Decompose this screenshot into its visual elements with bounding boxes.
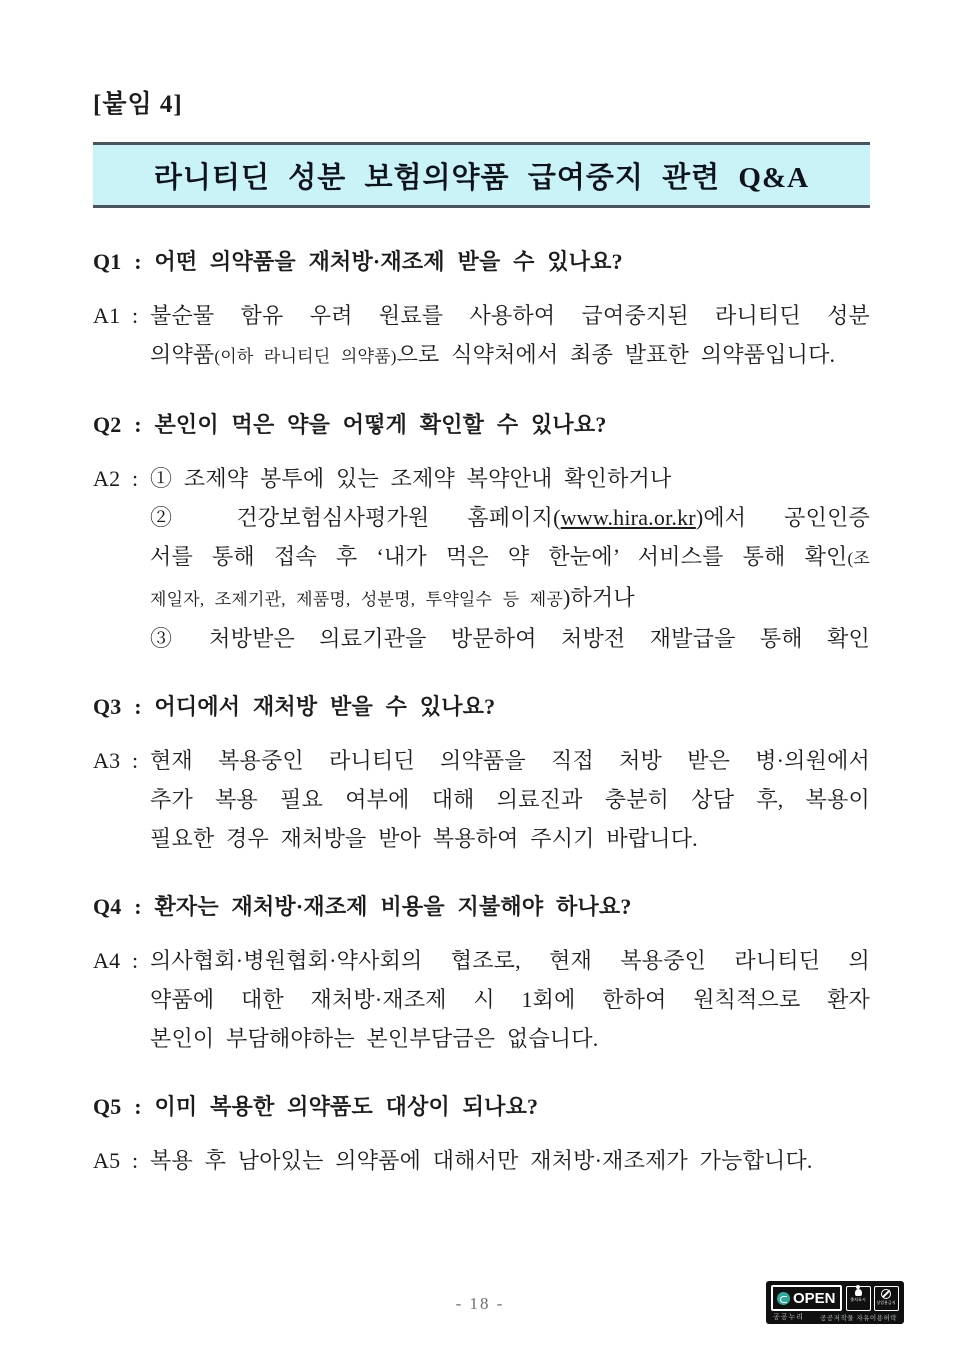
qa-item-4 bbox=[93, 887, 870, 1058]
kogl-license-name: 공공누리 bbox=[773, 1314, 805, 1321]
kogl-license-logo bbox=[766, 1281, 904, 1324]
text-segment: ① 조제약 봉투에 있는 조제약 복약안내 확인하거나 bbox=[150, 466, 672, 491]
kogl-attribution-badge bbox=[846, 1286, 871, 1311]
attribution-badge-label: 출처표시 bbox=[850, 1296, 866, 1302]
page-title: 라니티딘 성분 보험의약품 급여중지 관련 Q&A bbox=[153, 161, 810, 194]
question-line bbox=[93, 405, 870, 445]
kogl-circle-icon bbox=[777, 1292, 790, 1305]
answer-block bbox=[93, 296, 870, 376]
answer-line bbox=[150, 980, 870, 1019]
attachment-label: [붙임 4] bbox=[93, 91, 183, 118]
text-segment: 복용 후 남아있는 의약품에 대해서만 재처방·재조제가 가능합니다. bbox=[150, 1148, 813, 1173]
question-text: 이미 복용한 의약품도 대상이 되나요? bbox=[154, 1094, 539, 1119]
qa-item-5 bbox=[93, 1087, 870, 1180]
kogl-open-label: OPEN bbox=[793, 1289, 836, 1307]
answer-prefix: A3 : bbox=[93, 748, 139, 773]
qa-item-1 bbox=[93, 242, 870, 376]
kogl-top-row bbox=[771, 1285, 899, 1311]
question-prefix: Q1 : bbox=[93, 249, 155, 274]
answer-line bbox=[150, 619, 870, 658]
answer-line bbox=[150, 1141, 870, 1180]
answer-block bbox=[93, 941, 870, 1058]
text-segment: (이하 라니티딘 의약품) bbox=[214, 347, 397, 366]
text-segment: 현재 복용중인 라니티딘 의약품을 직접 처방 받은 병·의원에서 bbox=[150, 748, 870, 773]
text-segment: 으로 식약처에서 최종 발표한 의약품입니다. bbox=[396, 342, 836, 367]
question-prefix: Q4 : bbox=[93, 894, 155, 919]
answer-prefix: A4 : bbox=[93, 948, 139, 973]
text-segment: 의사협회·병원협회·약사회의 협조로, 현재 복용중인 라니티딘 의 bbox=[150, 948, 870, 973]
answer-line bbox=[150, 819, 870, 858]
answer-prefix: A5 : bbox=[93, 1148, 139, 1173]
answer-prefix: A2 : bbox=[93, 466, 139, 491]
answer-prefix: A1 : bbox=[93, 303, 139, 328]
qa-item-3 bbox=[93, 687, 870, 858]
person-icon bbox=[855, 1289, 862, 1296]
text-segment: (조 bbox=[847, 549, 870, 568]
answer-line bbox=[150, 335, 870, 376]
question-prefix: Q5 : bbox=[93, 1094, 155, 1119]
question-text: 환자는 재처방·재조제 비용을 지불해야 하나요? bbox=[154, 894, 632, 919]
page-number: - 18 - bbox=[455, 1294, 505, 1313]
question-line bbox=[93, 887, 870, 927]
kogl-badges bbox=[846, 1285, 899, 1311]
text-segment: 의약품 bbox=[150, 342, 215, 367]
text-segment: 본인이 부담해야하는 본인부담금은 없습니다. bbox=[150, 1026, 599, 1051]
answer-line bbox=[150, 537, 870, 578]
qa-item-2 bbox=[93, 405, 870, 658]
answer-line bbox=[150, 578, 870, 619]
text-segment: ③ 처방받은 의료기관을 방문하여 처방전 재발급을 통해 확인 bbox=[150, 626, 870, 651]
kogl-tagline: 공공저작물 자유이용허락 bbox=[820, 1314, 897, 1322]
text-segment: )에서 공인인증 bbox=[695, 505, 870, 530]
kogl-open-box bbox=[771, 1285, 842, 1311]
answer-block bbox=[93, 1141, 870, 1180]
answer-line bbox=[150, 780, 870, 819]
answer-block bbox=[93, 459, 870, 658]
question-line bbox=[93, 242, 870, 282]
text-segment: 필요한 경우 재처방을 받아 복용하여 주시기 바랍니다. bbox=[150, 826, 698, 851]
answer-line bbox=[150, 1019, 870, 1058]
answer-line bbox=[150, 498, 870, 537]
text-segment: 제일자, 조제기관, 제품명, 성분명, 투약일수 등 제공 bbox=[150, 590, 563, 609]
question-text: 어디에서 재처방 받을 수 있나요? bbox=[154, 694, 496, 719]
text-segment: ② 건강보험심사평가원 홈페이지( bbox=[150, 505, 561, 530]
title-banner bbox=[93, 142, 870, 208]
kogl-noncommercial-badge bbox=[874, 1286, 899, 1311]
noncommercial-badge-label: 상업용금지 bbox=[876, 1299, 896, 1305]
question-line bbox=[93, 1087, 870, 1127]
text-segment: )하거나 bbox=[562, 585, 635, 610]
answer-line bbox=[150, 296, 870, 335]
qa-list bbox=[93, 242, 870, 1180]
answer-line bbox=[150, 941, 870, 980]
question-text: 본인이 먹은 약을 어떻게 확인할 수 있나요? bbox=[154, 412, 607, 437]
question-text: 어떤 의약품을 재처방·재조제 받을 수 있나요? bbox=[154, 249, 623, 274]
text-segment: 약품에 대한 재처방·재조제 시 1회에 한하여 원칙적으로 환자 bbox=[150, 987, 870, 1012]
no-commercial-icon bbox=[881, 1289, 891, 1299]
answer-line bbox=[150, 741, 870, 780]
question-prefix: Q3 : bbox=[93, 694, 155, 719]
answer-block bbox=[93, 741, 870, 858]
text-segment: 서를 통해 접속 후 ‘내가 먹은 약 한눈에’ 서비스를 통해 확인 bbox=[150, 544, 848, 569]
text-segment: 불순물 함유 우려 원료를 사용하여 급여중지된 라니티딘 성분 bbox=[150, 303, 870, 328]
answer-line bbox=[150, 459, 870, 498]
kogl-bottom-row bbox=[771, 1312, 899, 1322]
hira-url-link[interactable]: www.hira.or.kr bbox=[560, 505, 696, 530]
question-line bbox=[93, 687, 870, 727]
question-prefix: Q2 : bbox=[93, 412, 155, 437]
text-segment: 추가 복용 필요 여부에 대해 의료진과 충분히 상담 후, 복용이 bbox=[150, 787, 870, 812]
